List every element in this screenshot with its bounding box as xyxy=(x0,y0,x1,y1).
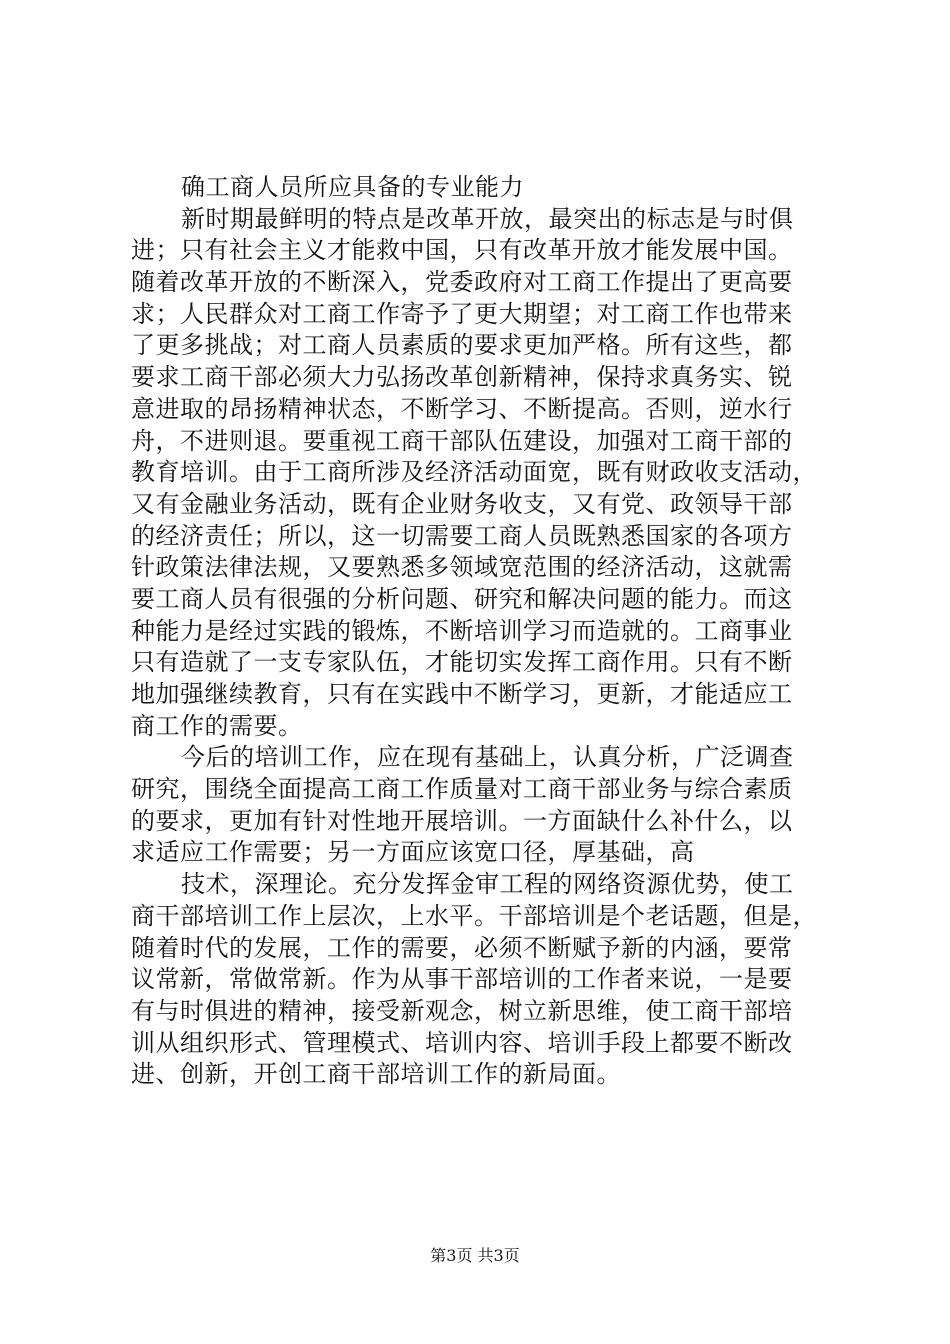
body-text xyxy=(131,172,831,1091)
text-line: 地加强继续教育，只有在实践中不断学习，更新，才能适应工 xyxy=(131,680,793,708)
page-number-label: 第3页 共3页 xyxy=(430,1246,520,1265)
text-line: 新时期最鲜明的特点是改革开放，最突出的标志是与时俱 xyxy=(181,204,794,233)
text-line: 求；人民群众对工商工作寄予了更大期望；对工商工作也带来 xyxy=(131,299,793,328)
page-footer xyxy=(0,1243,950,1266)
text-line: 技术，深理论。充分发挥金审工程的网络资源优势，使工 xyxy=(181,870,794,899)
text-line: 的要求，更加有针对性地开展培训。一方面缺什么补什么，以 xyxy=(131,806,793,835)
text-line: 意进取的昂扬精神状态，不断学习、不断提高。否则，逆水行 xyxy=(131,394,793,423)
text-line: 商干部培训工作上层次，上水平。干部培训是个老话题，但是， xyxy=(131,901,817,930)
text-line: 又有金融业务活动，既有企业财务收支，又有党、政领导干部 xyxy=(131,489,793,518)
text-line: 进；只有社会主义才能救中国，只有改革开放才能发展中国。 xyxy=(131,236,793,265)
text-line: 舟，不进则退。要重视工商干部队伍建设，加强对工商干部的 xyxy=(131,426,793,455)
text-line: 商工作的需要。 xyxy=(131,711,303,740)
text-line: 针政策法律法规，又要熟悉多领域宽范围的经济活动，这就需 xyxy=(131,553,793,582)
text-line: 了更多挑战；对工商人员素质的要求更加严格。所有这些，都 xyxy=(131,331,793,360)
text-line: 教育培训。由于工商所涉及经济活动面宽，既有财政收支活动， xyxy=(131,458,817,487)
text-line: 要求工商干部必须大力弘扬改革创新精神，保持求真务实、锐 xyxy=(131,363,793,392)
text-line: 随着改革开放的不断深入，党委政府对工商工作提出了更高要 xyxy=(131,268,793,297)
text-line: 今后的培训工作，应在现有基础上，认真分析，广泛调查 xyxy=(181,743,794,772)
text-line: 的经济责任；所以，这一切需要工商人员既熟悉国家的各项方 xyxy=(131,521,793,550)
text-line: 要工商人员有很强的分析问题、研究和解决问题的能力。而这 xyxy=(131,584,793,613)
text-line: 有与时俱进的精神，接受新观念，树立新思维，使工商干部培 xyxy=(131,996,793,1025)
text-line: 研究，围绕全面提高工商工作质量对工商干部业务与综合素质 xyxy=(131,775,793,804)
text-line: 进、创新，开创工商干部培训工作的新局面。 xyxy=(131,1060,621,1089)
text-line: 训从组织形式、管理模式、培训内容、培训手段上都要不断改 xyxy=(131,1028,793,1057)
text-line: 确工商人员所应具备的专业能力 xyxy=(181,173,524,201)
text-line: 随着时代的发展，工作的需要，必须不断赋予新的内涵，要常 xyxy=(131,933,793,962)
text-line: 种能力是经过实践的锻炼，不断培训学习而造就的。工商事业 xyxy=(131,616,793,645)
text-line: 求适应工作需要；另一方面应该宽口径，厚基础，高 xyxy=(131,838,695,867)
text-line: 议常新，常做常新。作为从事干部培训的工作者来说，一是要 xyxy=(131,965,793,994)
text-line: 只有造就了一支专家队伍，才能切实发挥工商作用。只有不断 xyxy=(131,648,793,677)
